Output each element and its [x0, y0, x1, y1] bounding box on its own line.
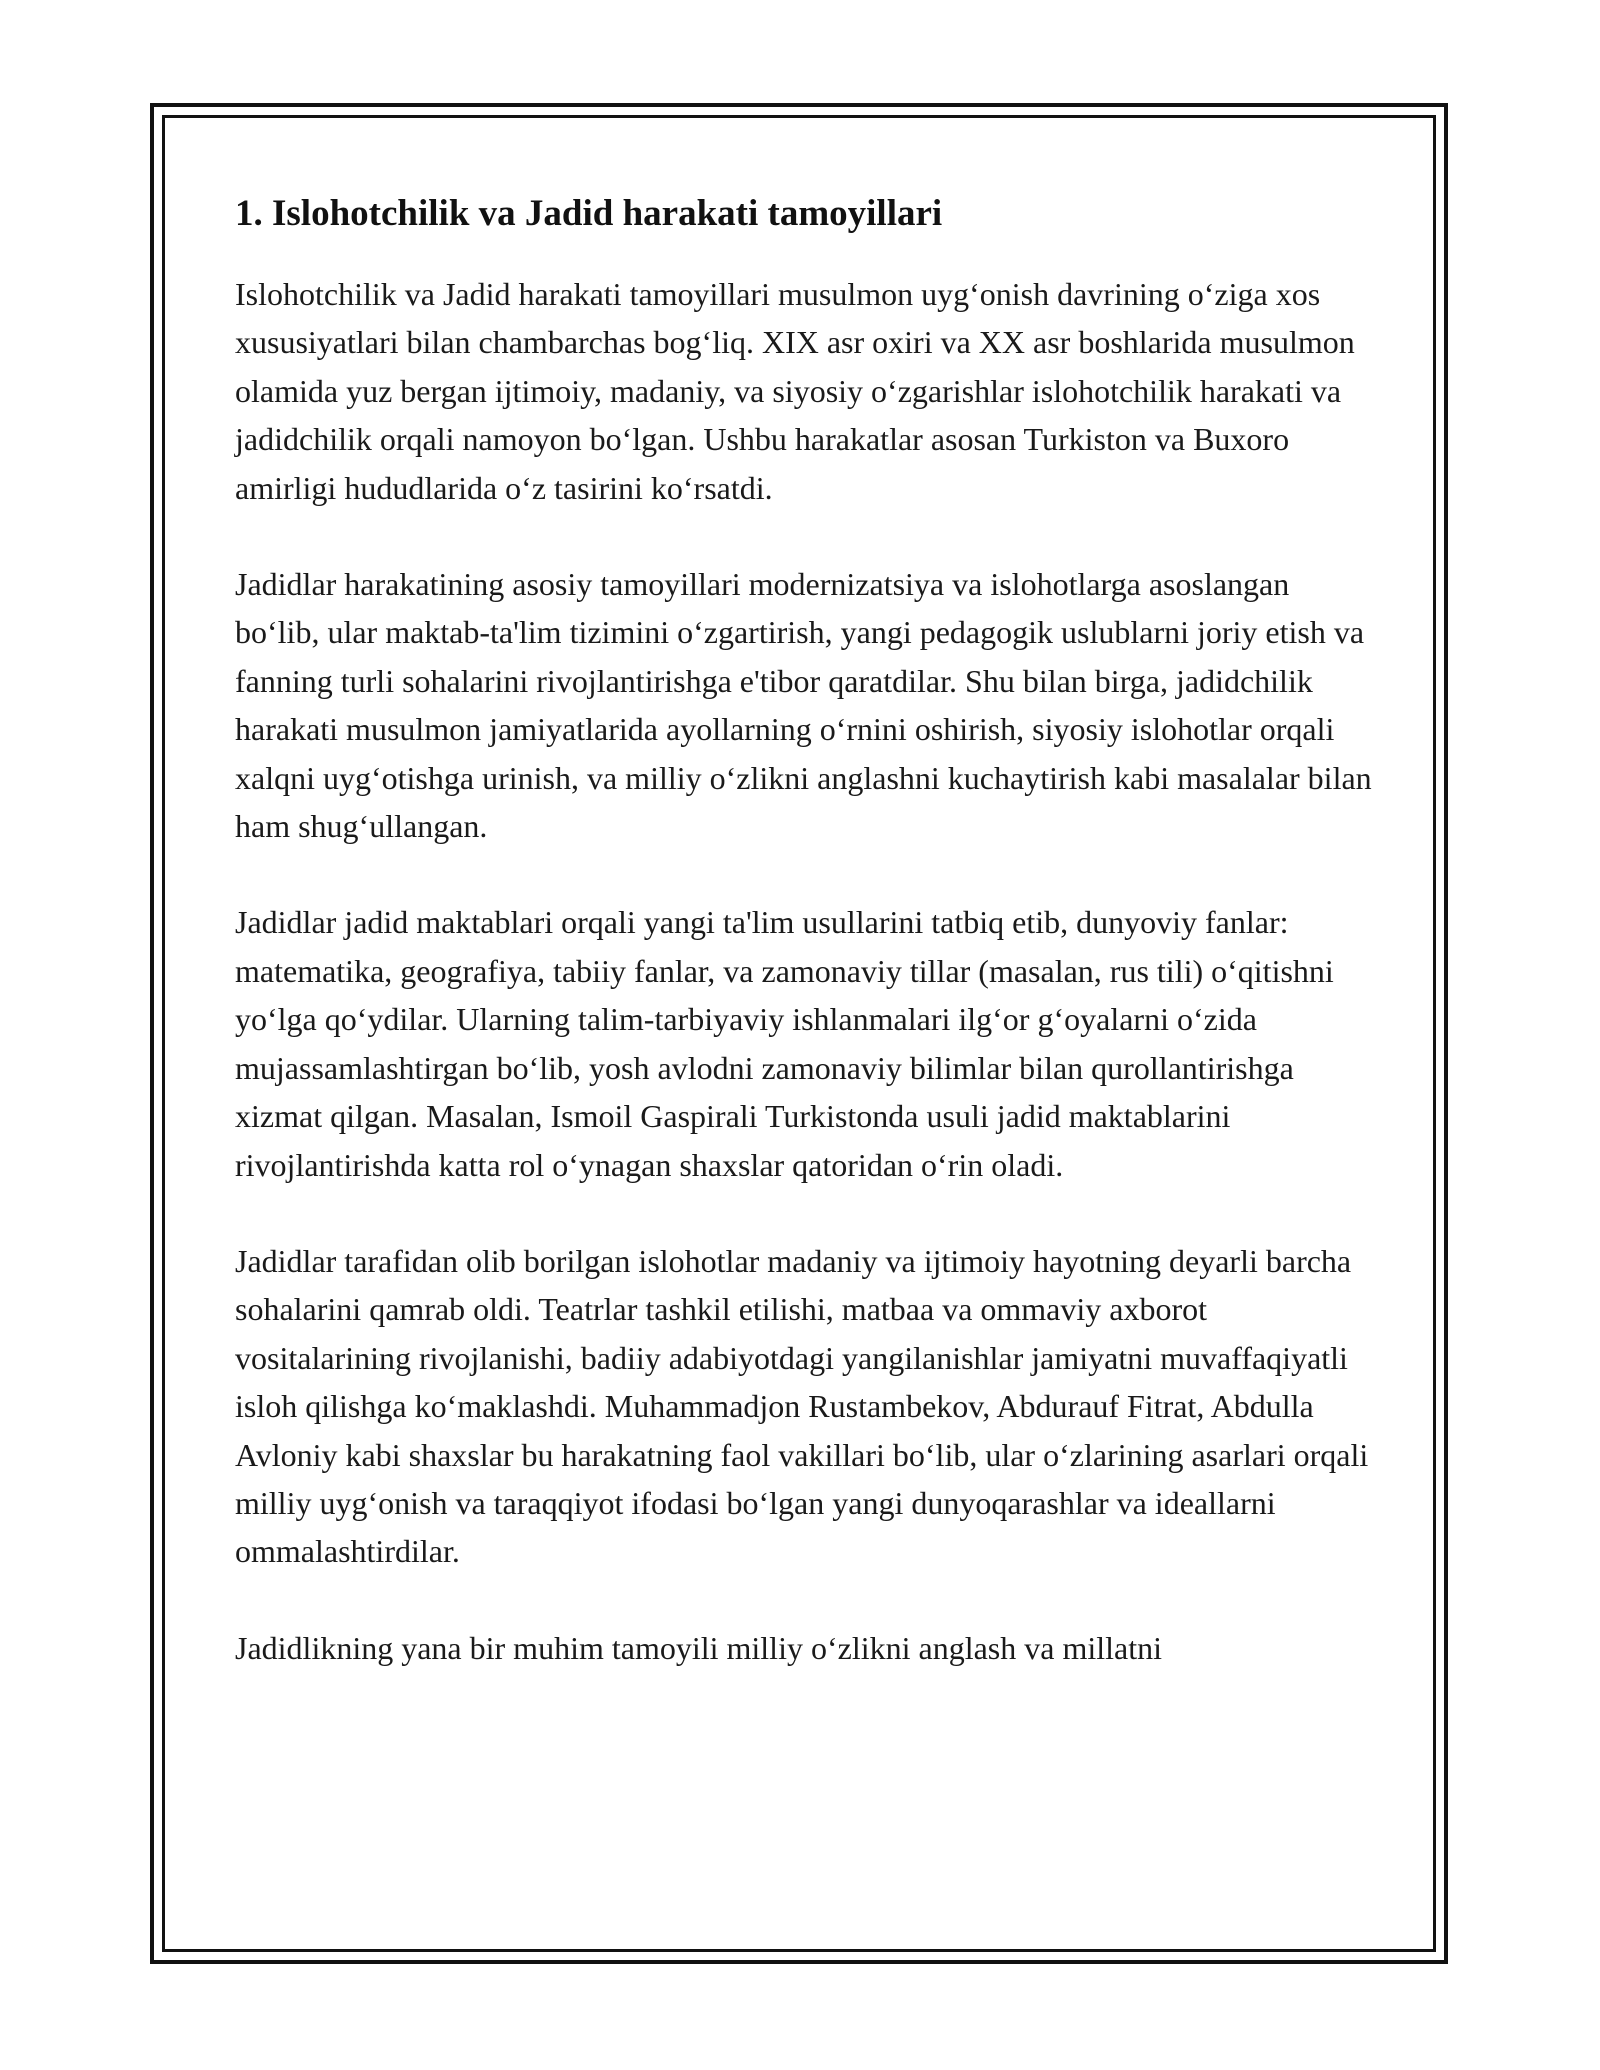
section-heading: 1. Islohotchilik va Jadid harakati tamoyillari [235, 193, 943, 234]
paragraph-4: Jadidlar tarafidan olib borilgan islohotlar madaniy va ijtimoiy hayotning deyarli barcha sohalarini qamrab oldi. Teatrlar tashkil etilishi, matbaa va ommaviy axborot vositalarining rivojlanishi, badiiy adabiyotdagi yangilanishlar jamiyatni muvaffaqiyatli isloh qilishga ko‘maklashdi. Muhammadjon Rustambekov, Abdurauf Fitrat, Abdulla Avloniy kabi shaxslar bu harakatning faol vakillari bo‘lib, ular o‘zlarining asarlari orqali milliy uyg‘onish va taraqqiyot ifodasi bo‘lgan yangi dunyoqarashlar va ideallarni ommalashtirdilar. [235, 1242, 1369, 1570]
paragraph-2: Jadidlar harakatining asosiy tamoyillari modernizatsiya va islohotlarga asoslangan bo‘lib, ular maktab-ta'lim tizimini o‘zgartirish, yangi pedagogik uslublarni joriy etish va fanning turli sohalarini rivojlantirishga e'tibor qaratdilar. Shu bilan birga, jadidchilik harakati musulmon jamiyatlarida ayollarning o‘rnini oshirish, siyosiy islohotlar orqali xalqni uyg‘otishga urinish, va milliy o‘zlikni anglashni kuchaytirish kabi masalalar bilan ham shug‘ullangan. [235, 566, 1372, 845]
paragraph-1: Islohotchilik va Jadid harakati tamoyillari musulmon uyg‘onish davrining o‘ziga xos xususiyatlari bilan chambarchas bog‘liq. XIX asr oxiri va XX asr boshlarida musulmon olamida yuz bergan ijtimoiy, madaniy, va siyosiy o‘zgarishlar islohotchilik harakati va jadidchilik orqali namoyon bo‘lgan. Ushbu harakatlar asosan Turkiston va Buxoro amirligi hududlarida o‘z tasirini ko‘rsatdi. [235, 276, 1355, 506]
paragraph-5: Jadidlikning yana bir muhim tamoyili milliy o‘zlikni anglash va millatni [235, 1629, 1162, 1666]
document-body [235, 188, 1375, 1720]
paragraph-3: Jadidlar jadid maktablari orqali yangi ta'lim usullarini tatbiq etib, dunyoviy fanlar: matematika, geografiya, tabiiy fanlar, va zamonaviy tillar (masalan, rus tili) o‘qitishni yo‘lga qo‘ydilar. Ularning talim-tarbiyaviy ishlanmalari ilg‘or g‘oyalarni o‘zida mujassamlashtirgan bo‘lib, yosh avlodni zamonaviy bilimlar bilan qurollantirishga xizmat qilgan. Masalan, Ismoil Gaspirali Turkistonda usuli jadid maktablarini rivojlantirishda katta rol o‘ynagan shaxslar qatoridan o‘rin oladi. [235, 904, 1334, 1183]
